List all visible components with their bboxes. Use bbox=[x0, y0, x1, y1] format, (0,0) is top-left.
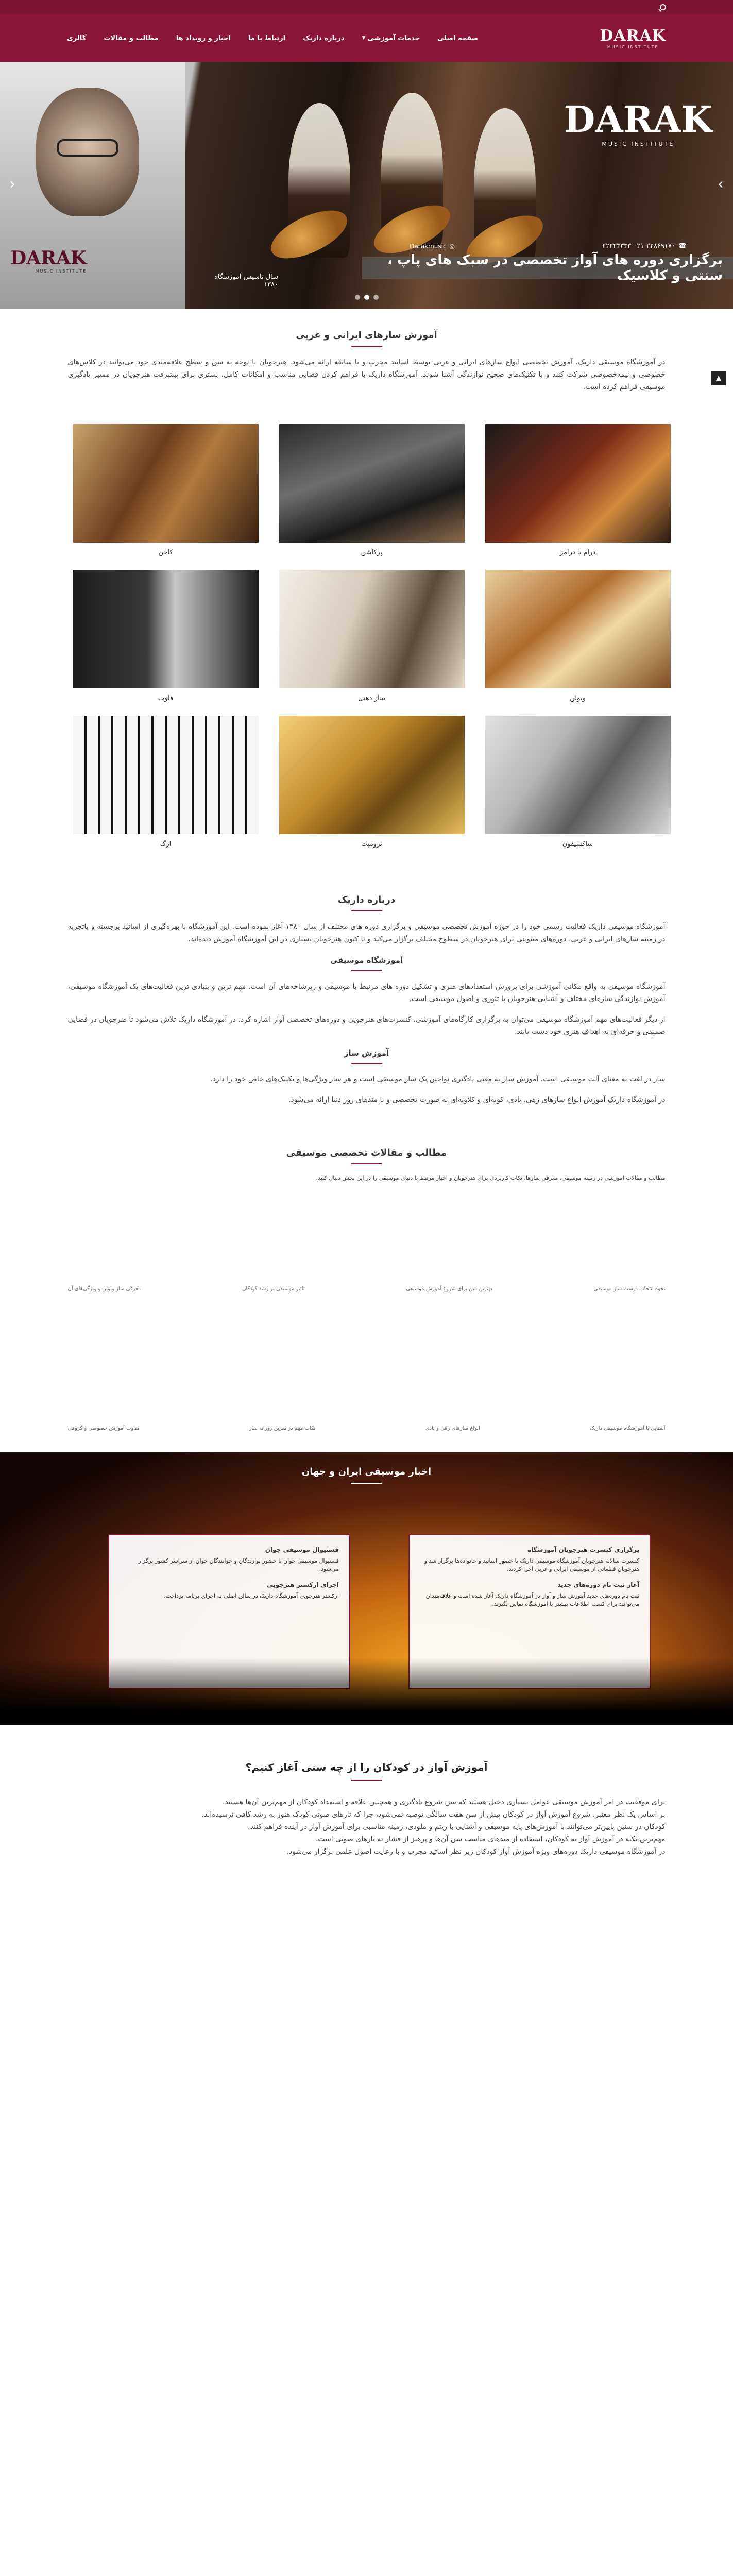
crowd-silhouette bbox=[0, 1658, 733, 1725]
instagram-info bbox=[410, 243, 455, 250]
instagram-icon: ◎ bbox=[449, 243, 455, 250]
logo-sub: MUSIC INSTITUTE bbox=[607, 45, 659, 49]
top-bar bbox=[0, 0, 733, 14]
blog-paragraph: کودکان در سنین پایین‌تر می‌توانند با آموزش‌های پایه موسیقی و آشنایی با ریتم و ملودی، زمینه مناسبی برای آموزش آواز در آینده فراهم کنند. bbox=[248, 1823, 666, 1831]
instrument-card[interactable] bbox=[485, 716, 671, 848]
news-text: کنسرت سالانه هنرجویان آموزشگاه موسیقی داریک با حضور اساتید و خانواده‌ها برگزار شد و هنرجویان قطعاتی از موسیقی ایرانی و غربی اجرا کردند. bbox=[424, 1557, 639, 1572]
divider bbox=[351, 910, 382, 911]
school-title: آموزشگاه موسیقی bbox=[330, 956, 403, 965]
nav-services[interactable] bbox=[362, 35, 420, 42]
divider bbox=[351, 1780, 382, 1781]
news-heading: آغاز ثبت نام دوره‌های جدید bbox=[557, 1581, 639, 1588]
ensemble-text-1: ساز در لغت به معنای آلت موسیقی است. آموزش ساز به معنی یادگیری نواختن یک ساز موسیقی است و هر ساز ویژگی‌ها و تکنیک‌های خاص خود را دارد. bbox=[210, 1075, 666, 1083]
article-link[interactable]: تاثیر موسیقی بر رشد کودکان bbox=[242, 1286, 305, 1292]
nav-articles[interactable]: مطالب و مقالات bbox=[104, 34, 159, 42]
articles-text: مطالب و مقالات آموزشی در زمینه موسیقی، معرفی سازها، نکات کاربردی برای هنرجویان و اخبار مرتبط با دنیای موسیقی را در این بخش دنبال کنید. bbox=[316, 1175, 666, 1181]
side-logo-mark: DARAK bbox=[10, 247, 87, 269]
instrument-card[interactable] bbox=[73, 570, 259, 702]
blog-title: آموزش آواز در کودکان را از چه سنی آغاز کنیم؟ bbox=[245, 1761, 488, 1773]
divider bbox=[351, 1483, 382, 1484]
glasses-shape bbox=[57, 139, 118, 157]
article-link[interactable]: نکات مهم در تمرین روزانه ساز bbox=[249, 1426, 316, 1431]
nav-services-label: خدمات آموزشی bbox=[367, 34, 420, 42]
chevron-down-icon: ▼ bbox=[362, 36, 366, 41]
intro-title: آموزش سازهای ایرانی و غربی bbox=[296, 330, 437, 341]
founded-info bbox=[185, 273, 278, 289]
school-text-2: از دیگر فعالیت‌های مهم آموزشگاه موسیقی می‌توان به برگزاری کارگاه‌های آموزشی، کنسرت‌های هنرجویی و دوره‌های تخصصی آواز اشاره کرد. در آموزشگاه داریک تلاش می‌شود تا هنرجویان در فضایی صمیمی و حرفه‌ای به اهداف هنری خود دست یابند. bbox=[67, 1015, 666, 1036]
slider-dots bbox=[355, 295, 379, 300]
hero-slider bbox=[0, 62, 733, 309]
slider-next-arrow-icon[interactable]: › bbox=[718, 175, 724, 193]
article-link[interactable]: نحوه انتخاب درست ساز موسیقی bbox=[593, 1286, 666, 1292]
side-logo-sub: MUSIC INSTITUTE bbox=[35, 269, 87, 274]
news-text: ارکستر هنرجویی آموزشگاه داریک در سالن اصلی به اجرای برنامه پرداخت. bbox=[164, 1592, 339, 1599]
site-logo[interactable] bbox=[600, 27, 666, 49]
instrument-label: ساکسیفون bbox=[562, 840, 593, 848]
article-link[interactable]: انواع سازهای زهی و بادی bbox=[425, 1426, 480, 1431]
about-text: آموزشگاه موسیقی داریک فعالیت رسمی خود را در حوزه آموزش تخصصی موسیقی و برگزاری دوره های مختلف از سال ۱۳۸۰ آغاز نموده است. این آموزشگاه با بهره‌گیری از اساتید برجسته و باتجربه در زمینه سازهای ایرانی و غربی، دوره‌های متنوعی برای هنرجویان در سطوح مختلف برگزار می‌کند و تا کنون هنرجویان بسیاری در این آموزشگاه آموزش دیده‌اند. bbox=[67, 923, 666, 943]
articles-row bbox=[68, 1426, 666, 1431]
news-heading: فستیوال موسیقی جوان bbox=[265, 1546, 339, 1553]
news-section bbox=[0, 1452, 733, 1725]
instrument-image bbox=[485, 570, 671, 688]
intro-text: در آموزشگاه موسیقی داریک، آموزش تخصصی انواع سازهای ایرانی و غربی توسط اساتید مجرب و با سابقه ارائه می‌شود. هنرجویان با توجه به سن و سطح علاقه‌مندی خود می‌توانند در کلاس‌های خصوصی و نیمه‌خصوصی شرکت کنند و با تکنیک‌های صحیح نوازندگی آشنا شوند. آموزشگاه داریک با فراهم کردن فضایی مناسب و امکانات کامل، بستری برای پیشرفت هنرجویان در مسیر یادگیری موسیقی فراهم کرده است. bbox=[67, 358, 666, 391]
instrument-card[interactable] bbox=[279, 570, 465, 702]
articles-title: مطالب و مقالات تخصصی موسیقی bbox=[286, 1147, 447, 1158]
main-nav bbox=[67, 35, 478, 42]
school-text-1: آموزشگاه موسیقی به واقع مکانی آموزشی برای پرورش استعدادهای هنری و تشکیل دوره های مرتبط با موسیقی و زیرشاخه‌های آن است. مهم ترین و بنیادی ترین فعالیت‌های یک آموزشگاه موسیقی، آموزش نوازندگی سازهای مختلف و آشنایی هنرجویان با تئوری و اصول موسیقی است. bbox=[67, 982, 666, 1003]
articles-section bbox=[68, 1147, 666, 1431]
instagram-handle: Darakmusic bbox=[410, 243, 447, 250]
search-icon[interactable] bbox=[660, 4, 666, 10]
news-text: ثبت نام دوره‌های جدید آموزش ساز و آواز در آموزشگاه داریک آغاز شده است و علاقه‌مندان می‌توانند برای کسب اطلاعات بیشتر با آموزشگاه تماس بگیرند. bbox=[425, 1592, 639, 1607]
logo-mark: DARAK bbox=[600, 27, 666, 45]
instruments-grid bbox=[63, 424, 671, 848]
instrument-card[interactable] bbox=[279, 716, 465, 848]
news-item[interactable] bbox=[120, 1546, 339, 1573]
blog-section bbox=[0, 1761, 733, 1858]
slider-dot[interactable] bbox=[355, 295, 360, 300]
news-text: فستیوال موسیقی جوان با حضور نوازندگان و خوانندگان جوان از سراسر کشور برگزار می‌شود. bbox=[138, 1557, 339, 1572]
about-section bbox=[0, 894, 733, 1106]
articles-row bbox=[68, 1286, 666, 1292]
blog-paragraph: برای موفقیت در امر آموزش موسیقی عوامل بسیاری دخیل هستند که سن شروع یادگیری و همچنین علاقه و استعداد کودکان از مهم‌ترین آن‌ها هستند. bbox=[223, 1798, 666, 1806]
nav-home[interactable]: صفحه اصلی bbox=[437, 34, 479, 42]
instrument-label: فلوت bbox=[158, 694, 174, 702]
nav-contact[interactable]: ارتباط با ما bbox=[248, 34, 286, 42]
instrument-image bbox=[485, 716, 671, 834]
instrument-image bbox=[279, 716, 465, 834]
news-item[interactable] bbox=[420, 1546, 639, 1573]
slider-brand bbox=[564, 98, 712, 147]
slider-side-logo bbox=[10, 247, 87, 274]
news-item[interactable] bbox=[420, 1581, 639, 1608]
news-heading: اجرای ارکستر هنرجویی bbox=[267, 1581, 339, 1588]
instrument-label: درام یا درامز bbox=[559, 549, 596, 556]
brand-sub: MUSIC INSTITUTE bbox=[602, 141, 675, 147]
article-link[interactable]: معرفی ساز ویولن و ویژگی‌های آن bbox=[67, 1286, 141, 1292]
about-title: درباره داریک bbox=[337, 894, 396, 905]
instrument-label: ویولن bbox=[570, 694, 586, 702]
article-link[interactable]: بهترین سن برای شروع آموزش موسیقی bbox=[406, 1286, 492, 1292]
slider-dot[interactable] bbox=[364, 295, 369, 300]
brand-mark: DARAK bbox=[564, 98, 712, 141]
phone-number: ۰۲۱-۲۲۸۶۹۱۷۰ ۲۲۲۲۳۳۳۳ bbox=[602, 242, 675, 250]
news-item[interactable] bbox=[120, 1581, 339, 1600]
header bbox=[0, 14, 733, 62]
news-title: اخبار موسیقی ایران و جهان bbox=[301, 1466, 432, 1477]
divider bbox=[351, 1163, 382, 1164]
instrument-label: ارگ bbox=[160, 840, 172, 848]
instrument-image bbox=[279, 570, 465, 688]
slider-caption: برگزاری دوره های آواز تخصصی در سبک های پاپ ، سنتی و کلاسیک bbox=[362, 257, 733, 279]
instrument-image bbox=[73, 424, 259, 543]
nav-gallery[interactable]: گالری bbox=[67, 34, 87, 42]
instrument-label: ترومپت bbox=[361, 840, 382, 848]
news-heading: برگزاری کنسرت هنرجویان آموزشگاه bbox=[527, 1546, 639, 1553]
instrument-card[interactable] bbox=[73, 424, 259, 556]
instrument-image bbox=[73, 570, 259, 688]
nav-news[interactable]: اخبار و رویداد ها bbox=[176, 34, 231, 42]
instrument-label: پرکاشن bbox=[361, 549, 383, 556]
phone-icon: ☎ bbox=[678, 242, 687, 250]
slider-portrait bbox=[0, 62, 185, 309]
blog-paragraph: در آموزشگاه موسیقی داریک دوره‌های ویژه آموزش آواز کودکان زیر نظر اساتید مجرب و با رعایت اصول علمی برگزار می‌شود. bbox=[286, 1848, 666, 1856]
instrument-image bbox=[279, 424, 465, 543]
founded-label: سال تاسیس آموزشگاه bbox=[214, 273, 278, 281]
divider bbox=[351, 970, 382, 971]
scroll-top-icon[interactable]: ▲ bbox=[711, 371, 726, 385]
blog-paragraph: بر اساس یک نظر معتبر، شروع آموزش آواز در کودکان پیش از سن هفت سالگی توصیه نمی‌شود، چرا که تارهای صوتی کودک هنوز به رشد کافی نرسیده‌اند. bbox=[201, 1810, 666, 1819]
ensemble-title: آموزش ساز bbox=[344, 1048, 389, 1058]
slider-dot[interactable] bbox=[373, 295, 379, 300]
instrument-label: ساز دهنی bbox=[358, 694, 385, 702]
instrument-card[interactable] bbox=[485, 424, 671, 556]
instrument-card[interactable] bbox=[279, 424, 465, 556]
ensemble-text-2: در آموزشگاه داریک آموزش انواع سازهای زهی، بادی، کوبه‌ای و کلاویه‌ای به صورت تخصصی و با متدهای روز دنیا ارائه می‌شود. bbox=[288, 1096, 666, 1104]
article-link[interactable]: تفاوت آموزش خصوصی و گروهی bbox=[67, 1426, 140, 1431]
phone-info bbox=[602, 242, 687, 250]
slider-prev-arrow-icon[interactable]: ‹ bbox=[9, 175, 15, 193]
instrument-label: کاخن bbox=[158, 549, 173, 556]
instrument-image bbox=[73, 716, 259, 834]
instrument-image bbox=[485, 424, 671, 543]
divider bbox=[351, 346, 382, 347]
article-link[interactable]: آشنایی با آموزشگاه موسیقی داریک bbox=[590, 1426, 666, 1431]
blog-paragraph: مهم‌ترین نکته در آموزش آواز به کودکان، استفاده از متدهای مناسب سن آن‌ها و پرهیز از فشار به تارهای صوتی است. bbox=[315, 1835, 666, 1843]
instrument-card[interactable] bbox=[485, 570, 671, 702]
founded-year: ۱۳۸۰ bbox=[264, 281, 278, 289]
nav-about[interactable]: درباره داریک bbox=[303, 34, 345, 42]
instrument-card[interactable] bbox=[73, 716, 259, 848]
divider bbox=[351, 1063, 382, 1064]
